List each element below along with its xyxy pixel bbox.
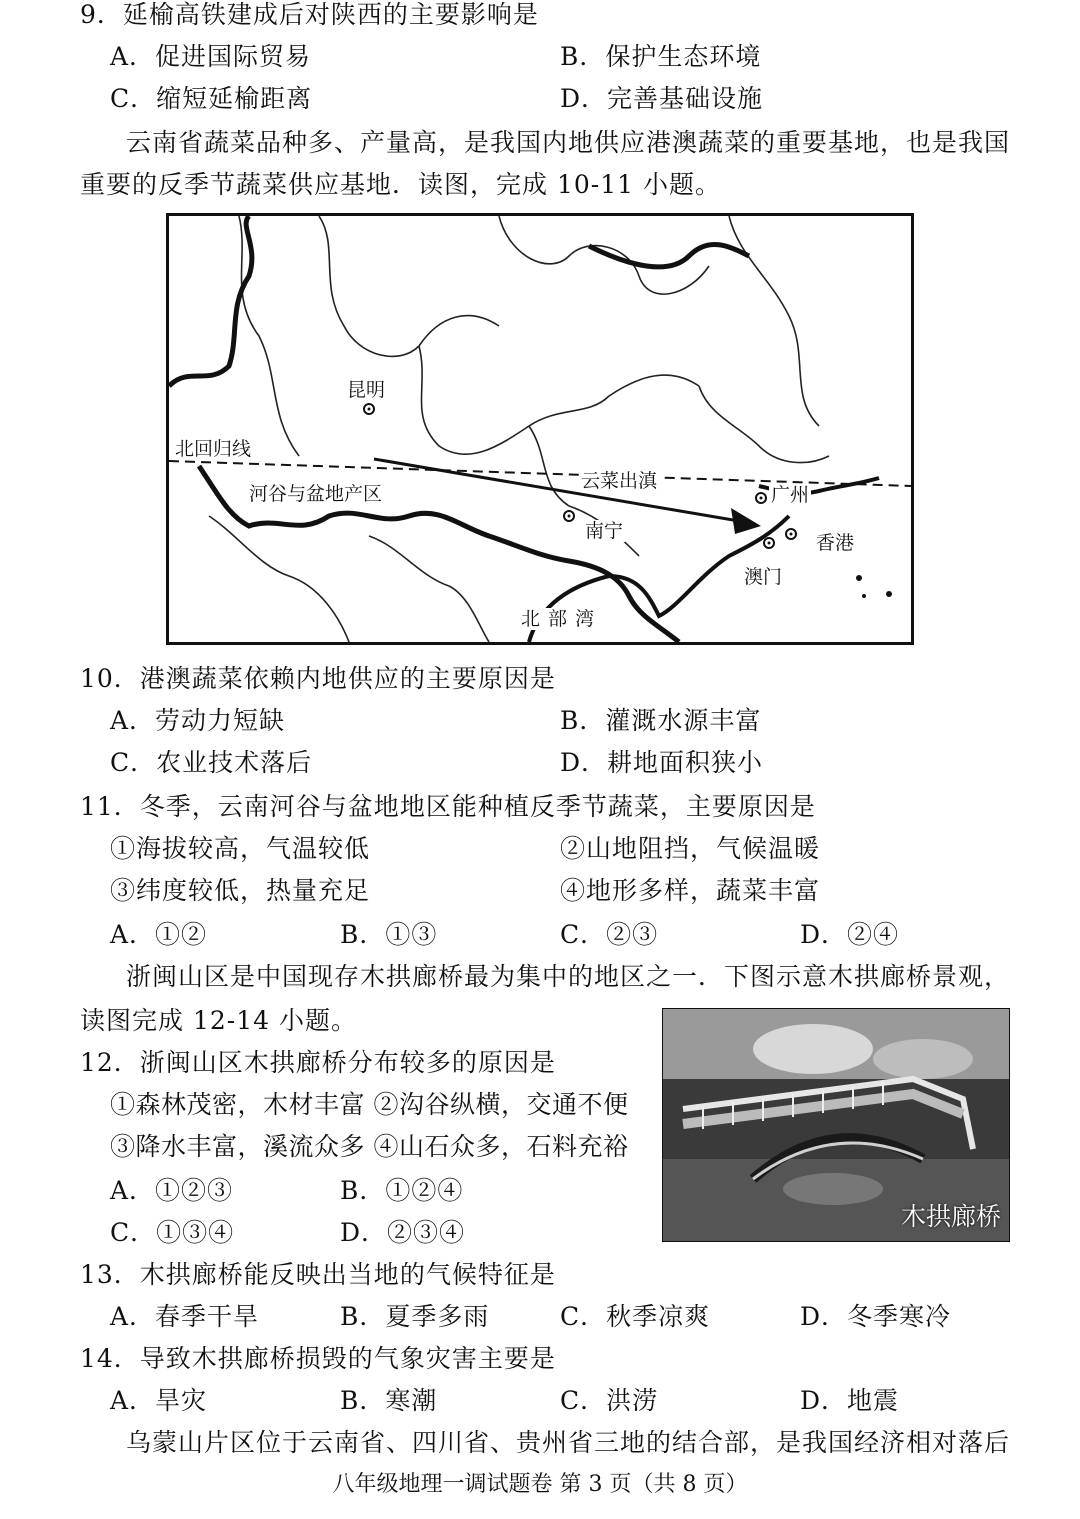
q11-option-d: D．②④ (800, 920, 900, 949)
q12-items-line2: ③降水丰富，溪流众多 ④山石众多，石料充裕 (110, 1132, 629, 1161)
q9-option-c: C．缩短延榆距离 (110, 84, 313, 113)
q13-option-b: B．夏季多雨 (340, 1302, 490, 1331)
intro-12-14-line1: 浙闽山区是中国现存木拱廊桥最为集中的地区之一．下图示意木拱廊桥景观， (126, 962, 1011, 991)
map-border-line (369, 536, 489, 642)
intro-15-line1: 乌蒙山片区位于云南省、四川省、贵州省三地的结合部，是我国经济相对落后 (126, 1428, 1011, 1457)
label-hongkong: 香港 (816, 532, 855, 554)
wooden-arch-bridge-photo (662, 1008, 1010, 1242)
map-river (589, 244, 749, 266)
q14-option-d: D．地震 (800, 1386, 900, 1415)
photo-caption: 木拱廊桥 (900, 1202, 1001, 1231)
label-route: 云菜出滇 (581, 470, 658, 492)
q11-item-1: ①海拔较高，气温较低 (110, 834, 371, 863)
q10-stem: 10．港澳蔬菜依赖内地供应的主要原因是 (80, 664, 556, 693)
q9-option-a: A．促进国际贸易 (110, 42, 312, 71)
q9-option-d: D．完善基础设施 (560, 84, 764, 113)
q12-option-d: D．②③④ (340, 1218, 466, 1247)
map-national-border (169, 216, 252, 386)
q9-stem: 9．延榆高铁建成后对陕西的主要影响是 (80, 0, 539, 29)
label-kunming: 昆明 (347, 379, 386, 401)
map-border-line (699, 386, 829, 463)
q11-option-b: B．①③ (340, 920, 438, 949)
q13-option-a: A．春季干旱 (110, 1302, 260, 1331)
q12-items-line1: ①森林茂密，木材丰富 ②沟谷纵横，交通不便 (110, 1090, 629, 1119)
label-gulf: 北部湾 (521, 608, 603, 630)
q12-option-a: A．①②③ (110, 1176, 234, 1205)
q11-option-a: A．①② (110, 920, 208, 949)
yunnan-vegetable-map (166, 213, 914, 645)
q11-option-c: C．②③ (560, 920, 659, 949)
label-nanning: 南宁 (585, 520, 624, 542)
q11-item-2: ②山地阻挡，气候温暖 (560, 834, 821, 863)
q12-option-b: B．①②④ (340, 1176, 464, 1205)
q13-option-c: C．秋季凉爽 (560, 1302, 711, 1331)
q9-option-b: B．保护生态环境 (560, 42, 762, 71)
intro-12-14-line2: 读图完成 12-14 小题。 (80, 1006, 357, 1035)
q13-option-d: D．冬季寒冷 (800, 1302, 952, 1331)
map-border-line (209, 516, 349, 642)
map-border-line (319, 216, 499, 356)
intro-10-11-line2: 重要的反季节蔬菜供应基地．读图，完成 10-11 小题。 (80, 170, 721, 199)
label-tropic: 北回归线 (175, 438, 252, 460)
q14-option-c: C．洪涝 (560, 1386, 659, 1415)
q14-option-b: B．寒潮 (340, 1386, 438, 1415)
map-border-line (239, 216, 299, 456)
map-drawing (169, 216, 911, 642)
q14-option-a: A．旱灾 (110, 1386, 208, 1415)
map-border-line (729, 216, 819, 426)
map-border-line (419, 346, 699, 454)
q10-option-a: A．劳动力短缺 (110, 706, 286, 735)
label-valley: 河谷与盆地产区 (249, 483, 383, 505)
q14-stem: 14．导致木拱廊桥损毁的气象灾害主要是 (80, 1344, 556, 1373)
page-footer: 八年级地理一调试题卷 第 3 页（共 8 页） (332, 1472, 748, 1497)
q13-stem: 13．木拱廊桥能反映出当地的气候特征是 (80, 1260, 556, 1289)
q12-stem: 12．浙闽山区木拱廊桥分布较多的原因是 (80, 1048, 556, 1077)
label-guangzhou: 广州 (771, 484, 810, 506)
q10-option-b: B．灌溉水源丰富 (560, 706, 762, 735)
intro-10-11-line1: 云南省蔬菜品种多、产量高，是我国内地供应港澳蔬菜的重要基地，也是我国 (126, 128, 1011, 157)
route-arrow-head (731, 508, 761, 534)
q11-stem: 11．冬季，云南河谷与盆地地区能种植反季节蔬菜，主要原因是 (80, 792, 816, 821)
q12-option-c: C．①③④ (110, 1218, 235, 1247)
label-macao: 澳门 (744, 566, 783, 588)
q11-item-3: ③纬度较低，热量充足 (110, 876, 371, 905)
q10-option-d: D．耕地面积狭小 (560, 748, 764, 777)
q10-option-c: C．农业技术落后 (110, 748, 313, 777)
q11-item-4: ④地形多样，蔬菜丰富 (560, 876, 821, 905)
